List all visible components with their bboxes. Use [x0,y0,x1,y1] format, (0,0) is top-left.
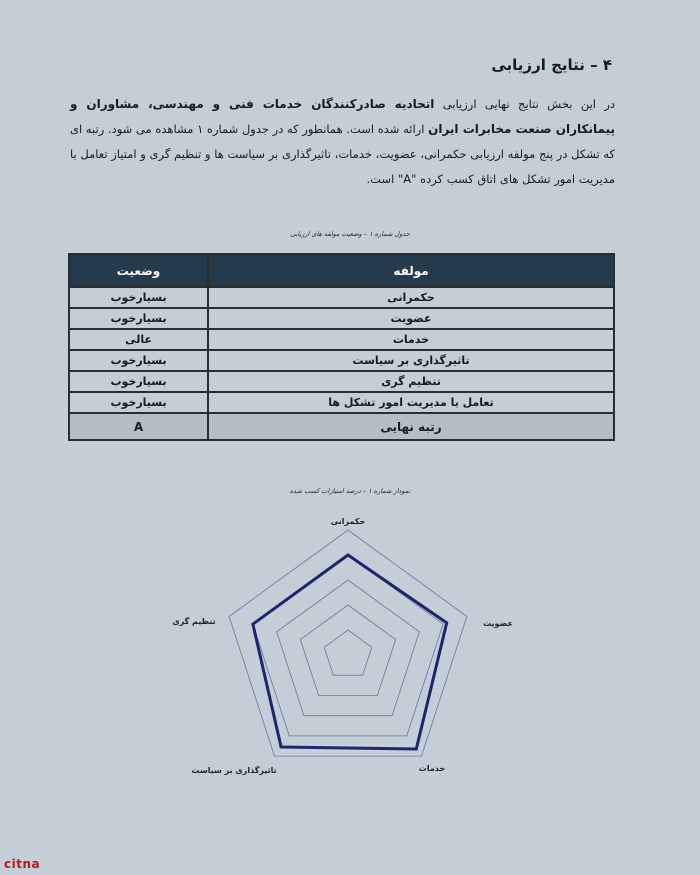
radar-chart [150,505,550,795]
final-rank-value: A [70,414,207,439]
axis-label-4: تنظیم گری [172,617,216,626]
row-status: بسیارخوب [70,309,207,328]
paragraph-text-1: در این بخش نتایج نهایی ارزیابی [434,97,615,111]
intro-paragraph [70,92,615,192]
header-component: مولفه [209,255,613,286]
row-status: بسیارخوب [70,288,207,307]
axis-label-2: خدمات [418,764,446,773]
grid-ring-2 [300,605,395,696]
citna-logo: citna [4,857,41,871]
row-component: خدمات [209,330,613,349]
row-component: تعامل با مدیریت امور تشکل ها [209,393,613,412]
data-point-0 [347,554,350,557]
data-point-1 [445,621,448,624]
row-component: عضویت [209,309,613,328]
section-heading: ۴ – نتایج ارزیابی [491,56,612,74]
row-status: بسیارخوب [70,351,207,370]
row-component: تنظیم گری [209,372,613,391]
organization-name: اتحادیه صادرکنندگان خدمات فنی و مهندسی، مشاوران و پیمانکاران صنعت مخابرات ایران [70,97,615,136]
row-status: بسیارخوب [70,393,207,412]
row-status: عالی [70,330,207,349]
table-row [70,309,613,328]
axis-label-0: حکمرانی [330,517,366,526]
grid-ring-5 [229,530,467,756]
chart-caption: نمودار شماره ۱ – درصد امتیازات کسب شده [289,487,411,495]
table-header-row [70,255,613,286]
row-component: تاثیرگذاری بر سیاست [209,351,613,370]
grid-ring-1 [324,630,372,675]
evaluation-table [68,253,615,441]
final-rank-label: رتبه نهایی [209,414,613,439]
table-row [70,372,613,391]
row-component: حکمرانی [209,288,613,307]
table-caption: جدول شماره ۱ – وضعیت مولفه های ارزیابی [290,230,410,238]
paragraph-text-2: ارائه شده است. همانطور که در جدول شماره ۱ مشاهده می شود. رتبه ای که تشکل در پنج مولفه ارزیابی حکمرانی، عضویت، خدمات، تاثیرگذاری بر سیاست ها و تنظیم گری و امتیاز تعامل با مدیریت امور تشکل های اتاق کسب کرده "A" است. [70,122,615,186]
table-row [70,351,613,370]
axis-label-3: تاثیرگذاری بر سیاست [191,766,277,775]
row-status: بسیارخوب [70,372,207,391]
table-row [70,330,613,349]
axis-label-1: عضویت [483,619,513,628]
data-point-3 [280,746,283,749]
final-rank-row [70,414,613,439]
table-row [70,288,613,307]
header-status: وضعیت [70,255,207,286]
series-line [253,555,447,749]
table-row [70,393,613,412]
data-point-2 [415,748,418,751]
data-point-4 [251,623,254,626]
